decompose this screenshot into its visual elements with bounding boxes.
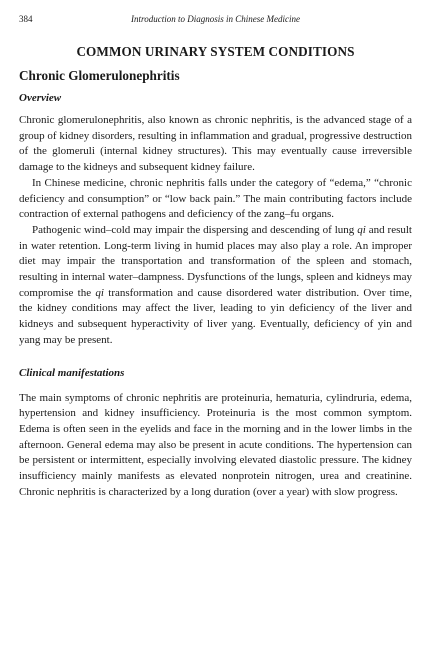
section-heading: COMMON URINARY SYSTEM CONDITIONS bbox=[76, 44, 355, 59]
overview-paragraph-3 bbox=[19, 223, 412, 349]
paragraph-text: and result in water retention. Long-term living in humid places may also play a role. An improper diet may impair the transportation and transformation of the spleen and stomach, resulting in internal water–dampness. Dysfunctions of the lungs, spleen and kidneys may compromise the bbox=[19, 223, 412, 299]
overview-paragraph-2: In Chinese medicine, chronic nephritis falls under the category of “edema,” “chronic deficiency and consumption” or “low back pain.” The main contributing factors include contraction of external pathogens and deficiency of the zang–fu organs. bbox=[19, 176, 412, 221]
clinical-manifestations-paragraph: The main symptoms of chronic nephritis are proteinuria, hematuria, cylindruria, edema, hypertension and kidney insufficiency. Proteinuria is the most common symptom. Edema is often seen in the eyelids and face in the morning and in the lower limbs in the afternoon. General edema may also be present in acute conditions. The hypertension can be persistent or intermittent, especially involving elevated diastolic pressure. The kidney insufficiency mainly manifests as elevated nonprotein nitrogen, urea and creatinine. Chronic nephritis is characterized by a long duration (over a year) with slow progress. bbox=[19, 391, 412, 498]
running-head-book-title: Introduction to Diagnosis in Chinese Medicine bbox=[131, 14, 300, 24]
overview-heading: Overview bbox=[19, 92, 62, 104]
page-number: 384 bbox=[19, 14, 33, 24]
running-header bbox=[19, 12, 412, 28]
clinical-manifestations-heading: Clinical manifestations bbox=[19, 366, 125, 379]
paragraph-text: Pathogenic wind–cold may impair the dispersing and descending of lung bbox=[32, 223, 358, 236]
condition-heading: Chronic Glomerulonephritis bbox=[19, 68, 180, 83]
book-page bbox=[19, 12, 412, 500]
qi-term: qi bbox=[357, 223, 366, 236]
qi-term: qi bbox=[95, 286, 104, 299]
overview-paragraph-1: Chronic glomerulonephritis, also known as chronic nephritis, is the advanced stage of a group of kidney disorders, resulting in inflammation and gradual, progressive destruction of the glomeruli (internal kidney structures). This may eventually cause irreversible damage to the kidneys and subsequent kidney failure. bbox=[19, 114, 412, 174]
paragraph-text: transformation and cause disordered water distribution. Over time, the kidney conditions may affect the liver, leading to yin deficiency of the liver and kidneys and subsequent hyperactivity of liver yang. Eventually, deficiency of yin and yang may be present. bbox=[19, 286, 412, 346]
